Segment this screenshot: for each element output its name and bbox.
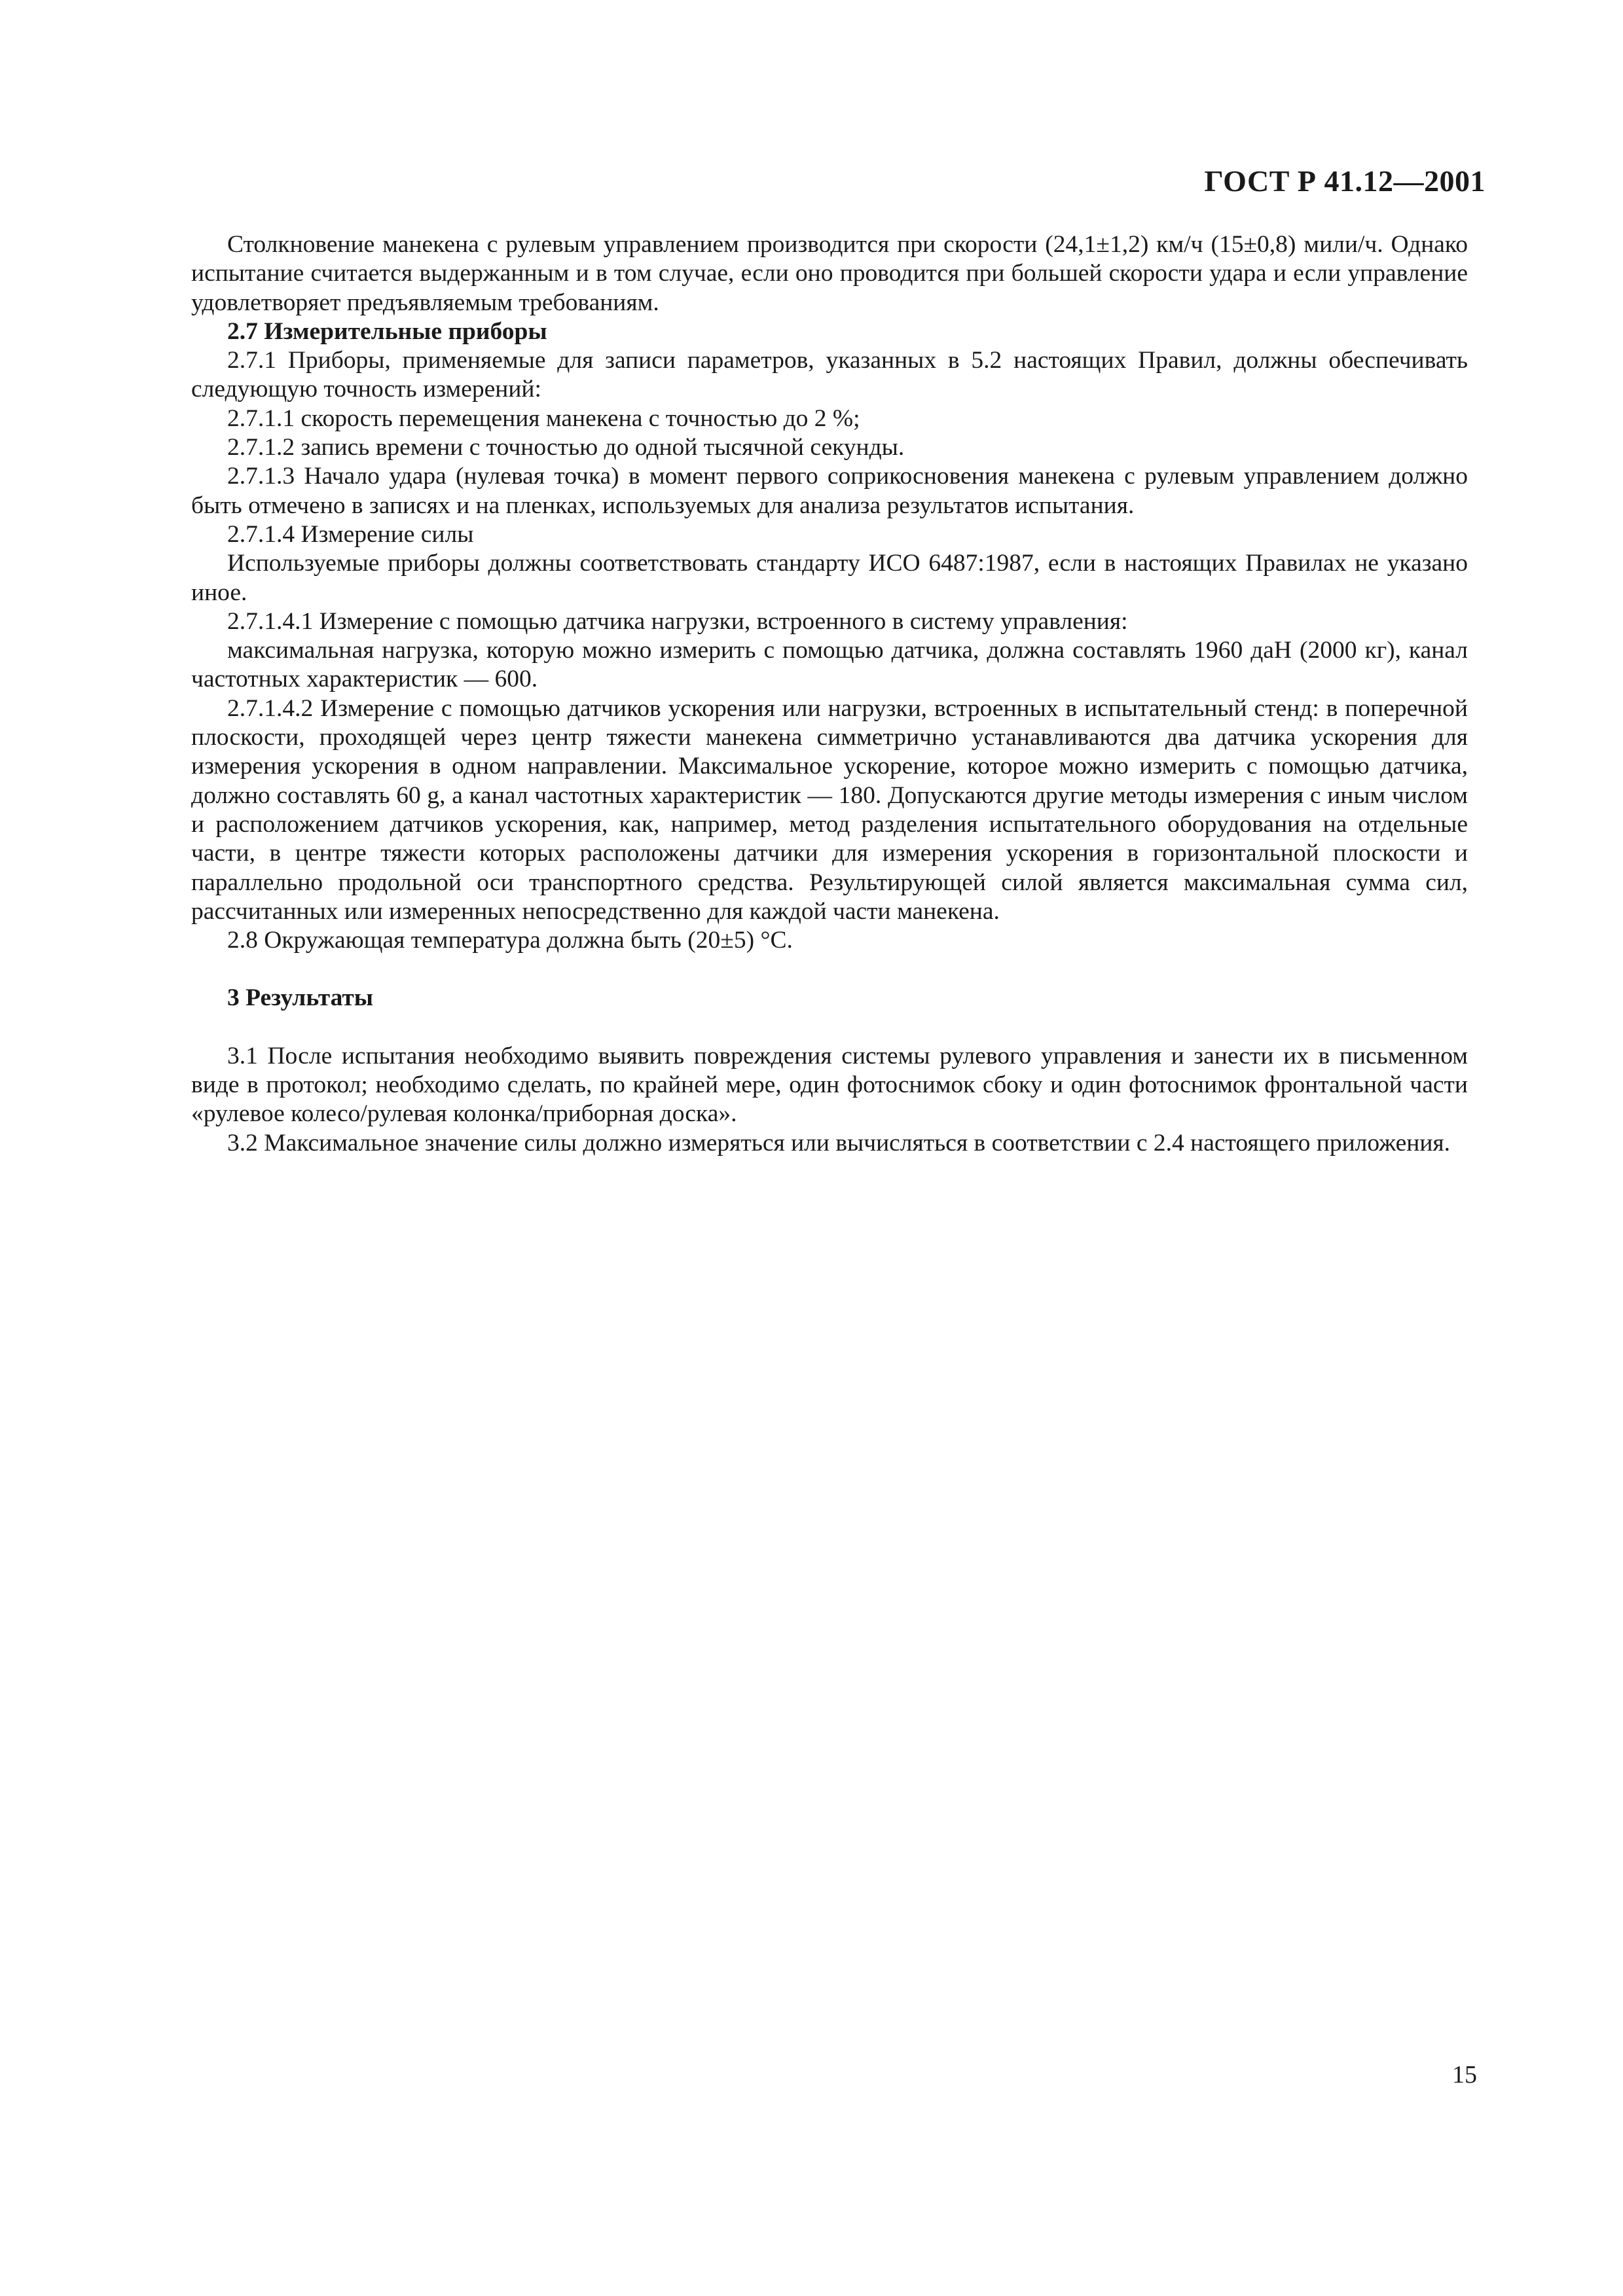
paragraph-2-7-1: 2.7.1 Приборы, применяемые для записи параметров, указанных в 5.2 настоящих Правил, должны обеспечивать следующую точность измерений:: [191, 347, 1468, 403]
paragraph-3-1: 3.1 После испытания необходимо выявить повреждения системы рулевого управления и занести их в письменном виде в протокол; необходимо сделать, по крайней мере, один фотоснимок сбоку и один фотоснимок фронтальной части «рулевое колесо/рулевая колонка/приборная доска».: [191, 1042, 1468, 1128]
document-header-id: ГОСТ Р 41.12—2001: [1204, 164, 1486, 198]
paragraph-2-7-1-1: 2.7.1.1 скорость перемещения манекена с точностью до 2 %;: [227, 404, 860, 432]
page-number: 15: [1452, 2061, 1477, 2089]
paragraph-2-7-1-2: 2.7.1.2 запись времени с точностью до одной тысячной секунды.: [227, 434, 905, 461]
paragraph-2-7-1-4-1: 2.7.1.4.1 Измерение с помощью датчика нагрузки, встроенного в систему управления:: [227, 607, 1128, 635]
paragraph-2-7-1-4-instruments: Используемые приборы должны соответствовать стандарту ИСО 6487:1987, если в настоящих Правилах не указано иное.: [191, 550, 1468, 606]
paragraph-2-7-1-4-1-load: максимальная нагрузка, которую можно измерить с помощью датчика, должна составлять 1960 даН (2000 кг), канал частотных характеристик — 600.: [191, 637, 1468, 693]
document-body: [191, 230, 1468, 1158]
section-heading-results: 3 Результаты: [227, 984, 374, 1012]
paragraph-3-2: 3.2 Максимальное значение силы должно измеряться или вычисляться в соответствии с 2.4 настоящего приложения.: [227, 1129, 1451, 1157]
paragraph-2-7-1-3: 2.7.1.3 Начало удара (нулевая точка) в момент первого соприкосновения манекена с рулевым управлением должно быть отмечено в записях и на пленках, используемых для анализа результатов испытания.: [191, 463, 1468, 519]
paragraph-2-8: 2.8 Окружающая температура должна быть (20±5) °С.: [227, 927, 793, 954]
paragraph-2-7-1-4-2: 2.7.1.4.2 Измерение с помощью датчиков ускорения или нагрузки, встроенных в испытательный стенд: в поперечной плоскости, проходящей через центр тяжести манекена симметрично устанавливаются два датчика ускорения для измерения ускорения в одном направлении. Максимальное ускорение, которое можно измерить с помощью датчика, должно составлять 60 g, а канал частотных характеристик — 180. Допускаются другие методы измерения с иным числом и расположением датчиков ускорения, как, например, метод разделения испытательного оборудования на отдельные части, в центре тяжести которых расположены датчики для измерения ускорения в горизонтальной плоскости и параллельно продольной оси транспортного средства. Результирующей силой является максимальная сумма сил, рассчитанных или измеренных непосредственно для каждой части манекена.: [191, 694, 1468, 925]
paragraph-2-7-1-4: 2.7.1.4 Измерение силы: [227, 520, 474, 548]
paragraph-impact-speed: Столкновение манекена с рулевым управлением производится при скорости (24,1±1,2) км/ч (15±0,8) мили/ч. Однако испытание считается выдержанным и в том случае, если оно проводится при большей скорости удара и если управление удовлетворяет предъявляемым требованиям.: [191, 231, 1468, 316]
subheading-measuring-instruments: 2.7 Измерительные приборы: [227, 317, 547, 345]
